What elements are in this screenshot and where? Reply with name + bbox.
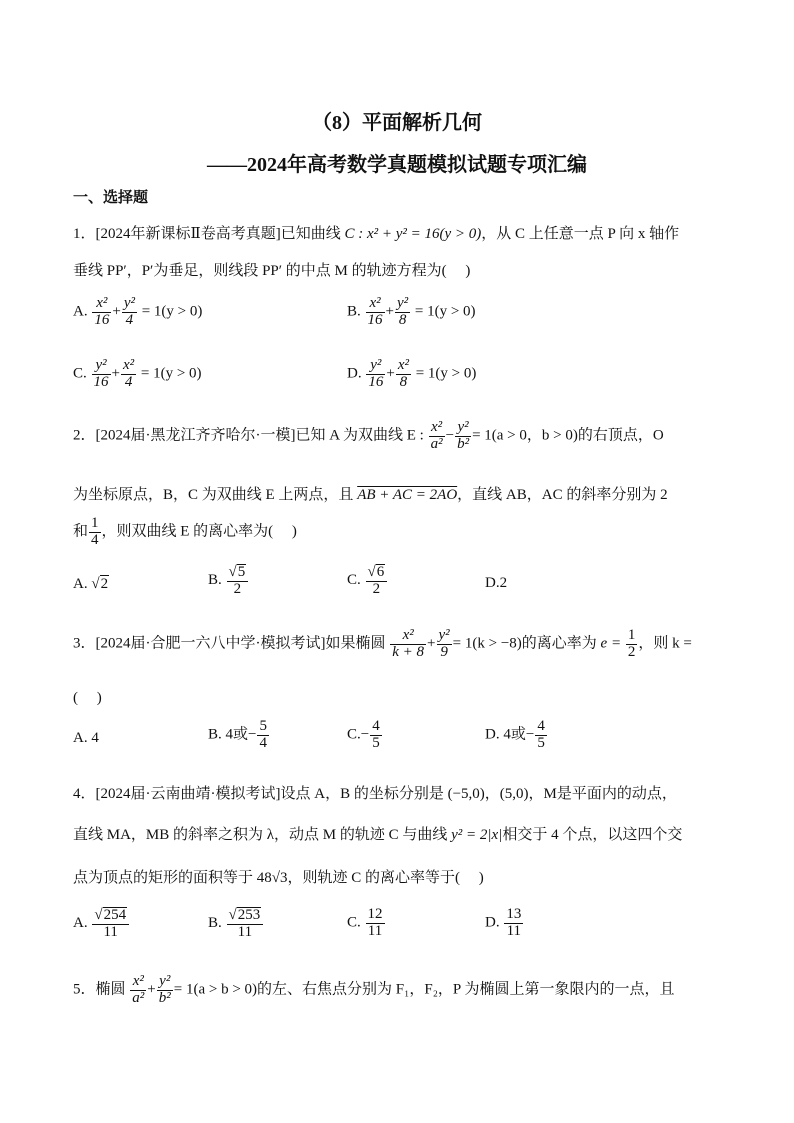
option-label: D.2 (485, 575, 508, 591)
option-1-c[interactable]: C. $\frac{\text{y²}}{16}$ + $\frac{\text{x²}}{4}$ = 1(y > 0) (73, 357, 202, 390)
numerator: 4 (372, 718, 380, 734)
option-tail: = 1(y > 0) (415, 365, 477, 382)
numerator: 13 (506, 906, 522, 922)
question-text: = 1(k > −8)的离心率为 (452, 635, 597, 652)
denominator: 4 (125, 311, 134, 328)
fraction: $\frac{√253}{11}$ (227, 907, 264, 941)
fraction (626, 628, 638, 661)
question-text: 设点 A，B 的坐标分别是 (280, 786, 444, 802)
question-source: [2024届·合肥一六八中学·模拟考试] (95, 635, 326, 652)
question-text: ，M是平面内的动点， (528, 786, 677, 802)
denominator: 5 (537, 734, 545, 751)
radicand: 254 (103, 907, 127, 923)
option-label: D. (485, 914, 500, 931)
denominator: 5 (372, 734, 380, 751)
denominator: k + 8 (392, 643, 425, 660)
question-text: 已知 A 为双曲线 E : (295, 427, 424, 444)
numerator: 12 (367, 906, 383, 922)
page-title: （8）平面解析几何 (312, 112, 482, 134)
option-2-a[interactable]: A. √2 (73, 576, 109, 592)
denominator: 11 (506, 922, 522, 939)
denominator: 16 (368, 373, 384, 390)
option-1-a[interactable]: A. $\frac{\text{x²}}{16}$ + $\frac{\text{y²}}{4}$ = 1(y > 0) (73, 295, 203, 328)
denominator: 4 (259, 734, 267, 751)
denominator: a² (430, 435, 443, 452)
fraction (366, 358, 385, 391)
question-text: 和 (73, 523, 89, 540)
question-text: ，则双曲线 E 的离心率为( ) (101, 523, 297, 540)
eccentricity-symbol: e = (600, 635, 622, 652)
numerator: 1 (91, 515, 99, 531)
numerator: x² (397, 357, 409, 373)
option-label: C. (347, 572, 361, 589)
option-tail: = 1(y > 0) (141, 303, 203, 320)
option-1-b[interactable]: B. $\frac{\text{x²}}{16}$ + $\frac{\text{y²}}{8}$ = 1(y > 0) (347, 295, 476, 328)
question-number: 4． (73, 786, 96, 802)
option-tail: = 1(y > 0) (140, 365, 202, 382)
question-number: 2． (73, 427, 96, 444)
option-label: B. (347, 303, 361, 320)
minus-sign: − (360, 726, 370, 743)
question-text: 相交于 4 个点，以这四个交 (502, 827, 683, 843)
radicand: 5 (237, 564, 246, 580)
question-1-line-2: 垂线 PP′，P′为垂足，则线段 PP′ 的中点 M 的轨迹方程为( ) (73, 263, 471, 279)
curve-equation: y² = 2|x| (451, 827, 503, 843)
option-tail: = 1(y > 0) (414, 303, 476, 320)
numerator: y² (396, 295, 409, 311)
question-3-line-1: 3．[2024届·合肥一六八中学·模拟考试]如果椭圆 $\frac{\text{x²}}{k + 8}$ + $\frac{\text{y²}}{9}$ = 1(k > −8)的离心率为 e = $\frac{1}{2}$ ，则 k = (73, 627, 692, 660)
option-label: A. (73, 915, 88, 932)
numerator: x² (366, 296, 385, 313)
question-text: 点为顶点的矩形的面积等于 (73, 870, 254, 886)
numerator: x² (92, 296, 111, 313)
coordinates: (−5,0)，(5,0) (447, 786, 529, 802)
option-3-a[interactable] (73, 730, 99, 747)
option-4-d[interactable] (485, 907, 524, 940)
denominator: 11 (237, 923, 253, 940)
fraction (257, 719, 269, 752)
radicand: 2 (100, 576, 109, 592)
denominator: 16 (93, 373, 109, 390)
denominator: b² (158, 989, 171, 1006)
question-4-line-3 (73, 866, 484, 887)
answer-blank: ( ) (73, 690, 102, 706)
question-number: 1． (73, 226, 96, 242)
question-4-line-1 (73, 782, 677, 803)
fraction (370, 719, 382, 752)
denominator: 16 (94, 311, 110, 328)
denominator: 9 (440, 643, 448, 660)
question-text: 直线 MA，MB 的斜率之积为 λ，动点 M 的轨迹 C 与曲线 (73, 827, 448, 843)
numerator: x² (390, 628, 426, 645)
numerator: y² (123, 295, 135, 311)
numerator: y² (92, 358, 111, 375)
question-1-line-1 (73, 222, 679, 243)
question-2-line-2 (73, 483, 668, 504)
fraction (396, 358, 411, 391)
question-source: [2024届·黑龙江齐齐哈尔·一模] (95, 427, 296, 444)
fraction (395, 296, 410, 329)
denominator: 8 (399, 373, 408, 390)
section-heading: 一、选择题 (73, 190, 149, 206)
fraction (89, 516, 101, 549)
denominator: 11 (103, 923, 118, 940)
denominator: 4 (91, 531, 99, 548)
option-label: C. (347, 726, 361, 743)
fraction (455, 420, 471, 453)
curve-equation: C : x² + y² = 16(y > 0) (344, 226, 482, 242)
option-label: A. (73, 576, 88, 592)
fraction (92, 358, 111, 391)
fraction (122, 296, 137, 329)
fraction (130, 974, 146, 1007)
fraction (504, 907, 523, 940)
question-text: 已知曲线 (280, 226, 341, 242)
denominator: 4 (124, 373, 133, 390)
option-4-b[interactable] (208, 907, 264, 941)
question-source: [2024届·云南曲靖·模拟考试] (95, 786, 281, 802)
fraction: $\frac{√254}{11}$ (92, 907, 129, 941)
question-2-line-3 (73, 516, 297, 549)
page-subtitle: ——2024年高考数学真题模拟试题专项汇编 (207, 154, 587, 176)
numerator: y² (157, 974, 173, 991)
fraction (437, 628, 452, 661)
option-label: B. 4或 (208, 726, 249, 743)
fraction (535, 719, 547, 752)
option-2-d[interactable] (485, 575, 507, 592)
question-text: 如果椭圆 (325, 635, 386, 652)
denominator: a² (132, 989, 145, 1006)
radicand: 6 (376, 564, 385, 580)
fraction (366, 907, 385, 940)
question-text: ，则 k = (638, 635, 692, 652)
option-label: C. (73, 365, 87, 382)
option-1-d[interactable]: D. $\frac{\text{y²}}{16}$ + $\frac{\text{x²}}{8}$ = 1(y > 0) (347, 357, 477, 390)
question-text: 为坐标原点，B，C 为双曲线 E 上两点，且 (73, 487, 354, 503)
minus-sign: − (525, 726, 535, 743)
question-number: 3． (73, 635, 96, 652)
option-4-a[interactable] (73, 907, 130, 941)
fraction (366, 296, 385, 329)
question-source: [2024年新课标Ⅱ卷高考真题] (95, 226, 281, 242)
fraction (92, 296, 111, 329)
option-label: B. (208, 572, 222, 589)
denominator: 2 (372, 580, 381, 597)
question-text: ，从 C 上任意一点 P 向 x 轴作 (481, 226, 680, 242)
fraction: $\frac{√5}{2}$ (227, 564, 249, 598)
numerator: y² (438, 627, 450, 643)
question-2-line-1: 2．[2024届·黑龙江齐齐哈尔·一模]已知 A 为双曲线 E : $\frac{\text{x²}}{\text{a²}}$ − $\frac{\text{y²}}{\text{b²}}$ = 1(a > 0，b > 0)的右顶点，O (73, 419, 664, 452)
option-label: D. 4或 (485, 726, 526, 743)
option-label: A. 4 (73, 730, 99, 746)
denominator: 2 (627, 643, 636, 660)
option-3-d[interactable] (485, 719, 548, 752)
option-label: D. (347, 365, 362, 382)
option-2-b[interactable] (208, 564, 249, 598)
numerator: 4 (537, 718, 545, 734)
numerator: 1 (627, 627, 636, 643)
denominator: 8 (398, 311, 407, 328)
question-text: = 1(a > b > 0)的左、右焦点分别为 F₁，F₂，P 为椭圆上第一象限内的一点，且 (173, 981, 675, 998)
numerator: 5 (259, 718, 267, 734)
numerator: x² (130, 974, 146, 991)
fraction (390, 628, 426, 661)
numerator: x² (122, 357, 135, 373)
numerator: y² (366, 358, 385, 375)
option-label: A. (73, 303, 88, 320)
fraction (121, 358, 136, 391)
option-label: B. (208, 915, 222, 932)
numerator: x² (429, 420, 445, 437)
radicand: 253 (237, 907, 261, 923)
option-label: C. (347, 914, 361, 931)
fraction (157, 974, 173, 1007)
question-number: 5． (73, 981, 96, 998)
question-text: ，直线 AB，AC 的斜率分别为 2 (457, 487, 668, 503)
option-3-b[interactable] (208, 719, 270, 752)
denominator: 11 (367, 922, 383, 939)
question-text: 椭圆 (95, 981, 126, 998)
fraction (429, 420, 445, 453)
denominator: 2 (233, 580, 242, 597)
numerator: y² (455, 420, 471, 437)
denominator: b² (457, 435, 470, 452)
denominator: 16 (367, 311, 383, 328)
area-value: 48√3 (256, 870, 288, 886)
option-2-c[interactable] (347, 564, 388, 598)
question-5-line-1: 5．椭圆 $\frac{\text{x²}}{\text{a²}}$ + $\frac{\text{y²}}{\text{b²}}$ = 1(a > b > 0)的左、右焦点分别为 F₁，F₂，P 为椭圆上第一象限内的一点，且 (73, 973, 675, 1006)
option-4-c[interactable] (347, 907, 386, 940)
minus-sign: − (248, 726, 257, 743)
fraction: $\frac{√6}{2}$ (366, 564, 388, 598)
vector-equation: AB + AC = 2AO (357, 487, 458, 503)
question-4-line-2 (73, 823, 682, 844)
option-3-c[interactable] (347, 719, 383, 752)
question-text: ，则轨迹 C 的离心率等于( ) (287, 870, 484, 886)
question-text: = 1(a > 0，b > 0)的右顶点，O (472, 427, 664, 444)
